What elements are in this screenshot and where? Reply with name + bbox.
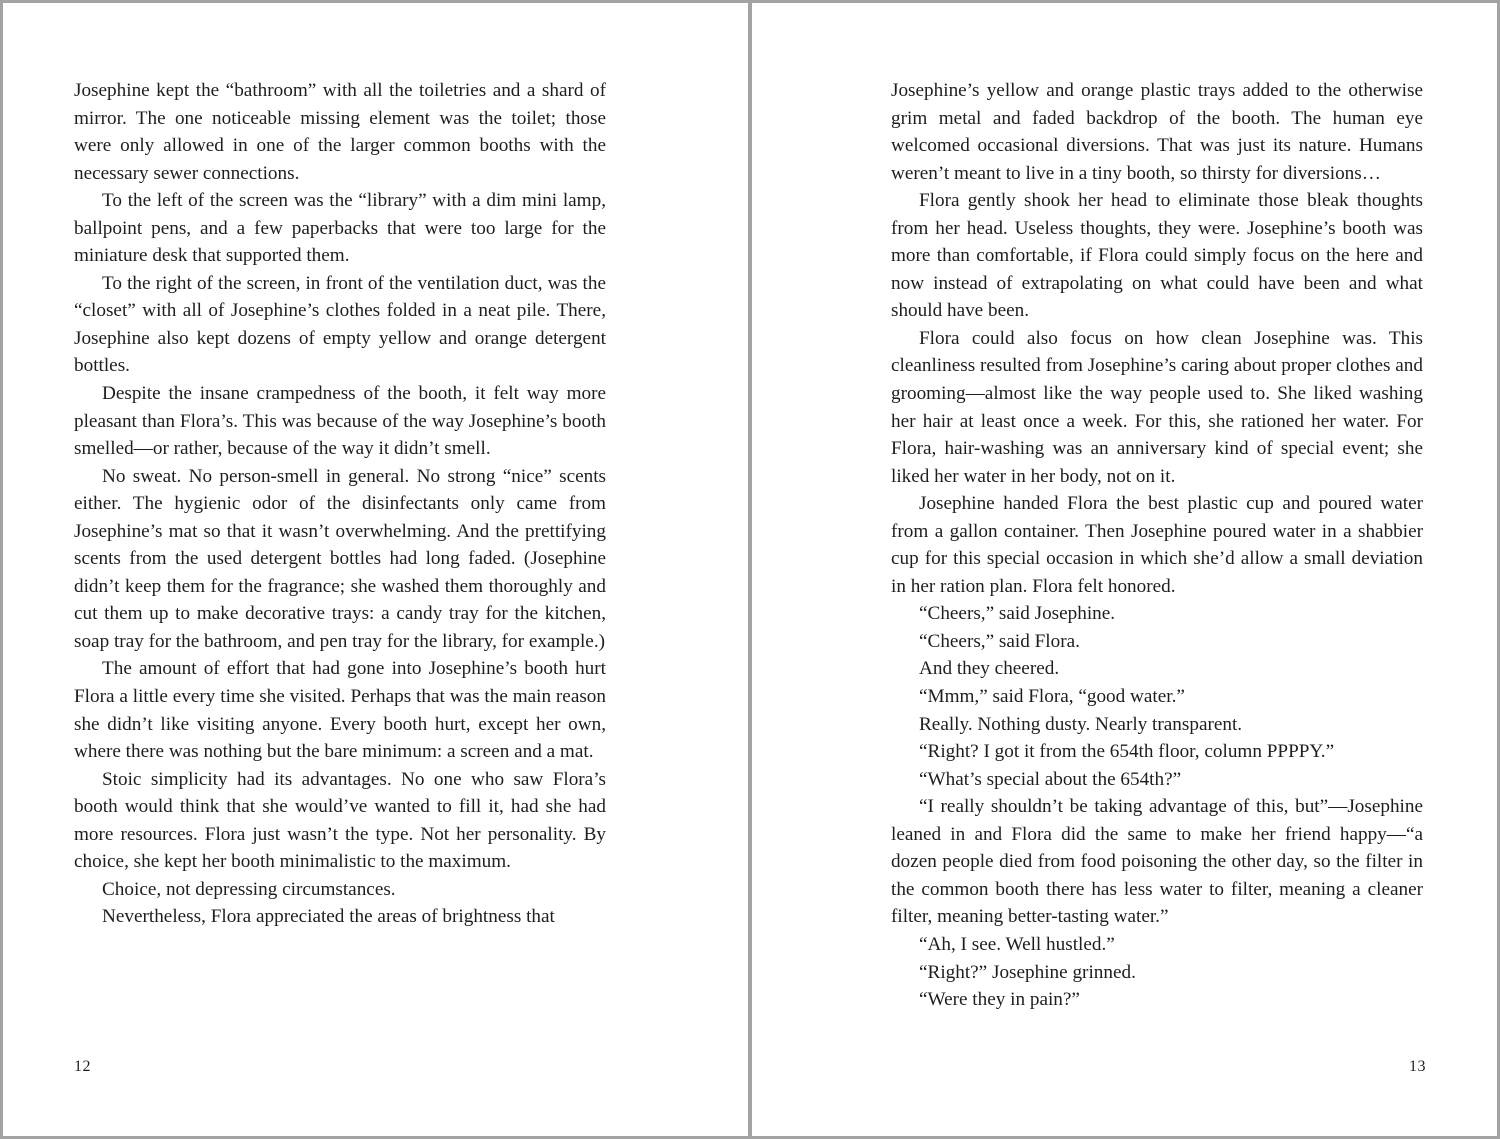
paragraph: Despite the insane crampedness of the booth, it felt way more pleasant than Flora’s. This was because of the way Josephine’s booth smelled—or rather, because of the way it didn’t smell. <box>74 383 606 460</box>
left-page <box>3 3 748 1136</box>
page-number: 13 <box>1409 1058 1426 1075</box>
paragraph: Really. Nothing dusty. Nearly transparent. <box>919 713 1243 735</box>
paragraph: Nevertheless, Flora appreciated the areas of brightness that <box>102 906 555 928</box>
paragraph: Stoic simplicity had its advantages. No one who saw Flora’s booth would think that she would’ve wanted to fill it, had she had more resources. Flora just wasn’t the type. Not her personality. By choice, she kept her booth minimalistic to the maximum. <box>74 768 606 873</box>
dialogue-line: “Mmm,” said Flora, “good water.” <box>919 686 1185 708</box>
left-page-text <box>74 77 606 931</box>
dialogue-line: “Right?” Josephine grinned. <box>919 961 1136 983</box>
paragraph: Flora gently shook her head to eliminate those bleak thoughts from her head. Useless thoughts, they were. Josephine’s booth was more than comfortable, if Flora could simply focus on the here and now instead of extrapolating on what could have been and what should have been. <box>891 190 1423 322</box>
right-page-text <box>891 77 1423 1014</box>
paragraph: Choice, not depressing circumstances. <box>102 878 396 900</box>
dialogue-line: “I really shouldn’t be taking advantage of this, but”—Josephine leaned in and Flora did the same to make her friend happy—“a dozen people died from food poisoning the other day, so the filter in the common booth there has less water to filter, meaning a cleaner filter, meaning better-tasting water.” <box>891 796 1423 928</box>
dialogue-line: “Were they in pain?” <box>919 989 1080 1011</box>
paragraph: Josephine handed Flora the best plastic cup and poured water from a gallon container. Then Josephine poured water in a shabbier cup for this special occasion in which she’d allow a small deviation in her ration plan. Flora felt honored. <box>891 493 1423 597</box>
right-page <box>752 3 1497 1136</box>
paragraph: Josephine’s yellow and orange plastic trays added to the otherwise grim metal and faded backdrop of the booth. The human eye welcomed occasional diversions. That was just its nature. Humans weren’t meant to live in a tiny booth, so thirsty for diversions… <box>891 80 1423 184</box>
dialogue-line: “What’s special about the 654th?” <box>919 768 1182 790</box>
dialogue-line: “Right? I got it from the 654th floor, column PPPPY.” <box>919 741 1335 763</box>
dialogue-line: “Ah, I see. Well hustled.” <box>919 933 1115 955</box>
paragraph: The amount of effort that had gone into Josephine’s booth hurt Flora a little every time she visited. Perhaps that was the main reason she didn’t like visiting anyone. Every booth hurt, except her own, where there was nothing but the bare minimum: a screen and a mat. <box>74 658 606 763</box>
paragraph: To the right of the screen, in front of the ventilation duct, was the “closet” with all of Josephine’s clothes folded in a neat pile. There, Josephine also kept dozens of empty yellow and orange detergent bottles. <box>74 272 606 377</box>
dialogue-line: “Cheers,” said Flora. <box>919 630 1080 652</box>
paragraph: To the left of the screen was the “library” with a dim mini lamp, ballpoint pens, and a few paperbacks that were too large for the miniature desk that supported them. <box>74 190 606 267</box>
paragraph: Flora could also focus on how clean Josephine was. This cleanliness resulted from Josephine’s caring about proper clothes and grooming—almost like the way people used to. She liked washing her hair at least once a week. For this, she rationed her water. For Flora, hair-washing was an anniversary kind of special event; she liked her water in her body, not on it. <box>891 327 1423 487</box>
dialogue-line: “Cheers,” said Josephine. <box>919 603 1116 625</box>
paragraph: Josephine kept the “bathroom” with all the toiletries and a shard of mirror. The one noticeable missing element was the toilet; those were only allowed in one of the larger common booths with the necessary sewer connections. <box>74 80 606 184</box>
page-number: 12 <box>74 1058 91 1075</box>
paragraph: No sweat. No person-smell in general. No strong “nice” scents either. The hygienic odor of the disinfectants only came from Josephine’s mat so that it wasn’t overwhelming. And the prettifying scents from the used detergent bottles had long faded. (Josephine didn’t keep them for the fragrance; she washed them thoroughly and cut them up to make decorative trays: a candy tray for the kitchen, soap tray for the bathroom, and pen tray for the library, for example.) <box>74 465 606 652</box>
paragraph: And they cheered. <box>919 658 1060 680</box>
